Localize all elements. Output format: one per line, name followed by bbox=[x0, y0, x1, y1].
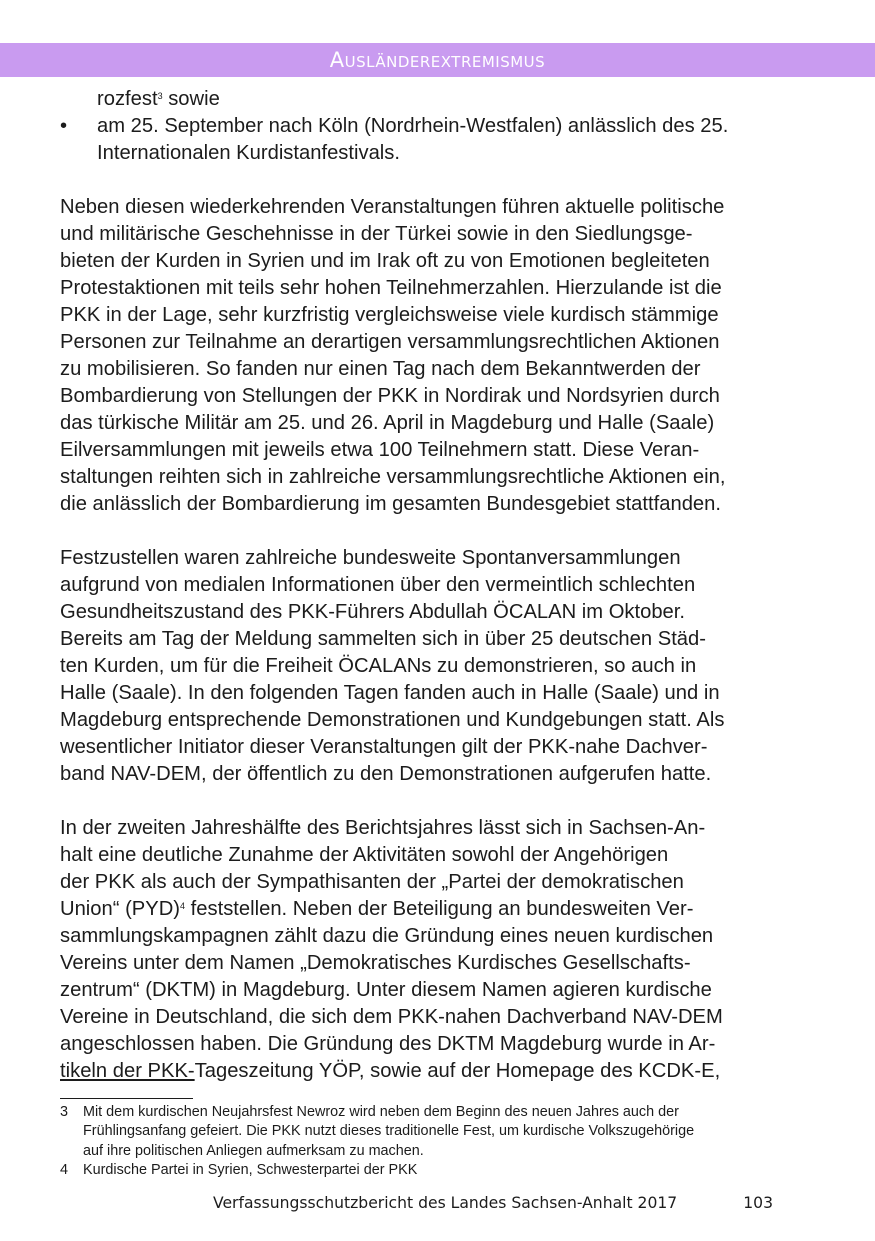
footnote-ref-3[interactable]: 3 bbox=[157, 91, 163, 101]
paragraph-3: In der zweiten Jahreshälfte des Berichtsjahres lässt sich in Sachsen-An- halt eine deutliche Zunahme der Aktivitäten sowohl der Angehörigen der PKK als auch der Sympathisanten der „Partei der demokratischen Union“ (PYD)$^4$ feststellen. Neben der Beteiligung an bundesweiten Ver- sammlungskampagnen zählt dazu die Gründung eines neuen kurdischen Vereins unter dem Namen „Demokratisches Kurdisches Gesellschafts- zentrum“ (DKTM) in Magdeburg. Unter diesem Namen agieren kurdische Vereine in Deutschland, die sich dem PKK-nahen Dachverband NAV-DEM angeschlossen haben. Die Gründung des DKTM Magdeburg wurde in Ar- tikeln der PKK-Tageszeitung YÖP, sowie auf der Homepage des KCDK-E, bbox=[60, 817, 723, 1082]
footer-title: Verfassungsschutzbericht des Landes Sachsen-Anhalt 2017 bbox=[213, 1194, 678, 1212]
body-text bbox=[60, 86, 820, 1085]
page-footer bbox=[213, 1194, 773, 1212]
page-number: 103 bbox=[743, 1194, 773, 1212]
bullet-icon: • bbox=[60, 115, 68, 137]
paragraph-1: Neben diesen wiederkehrenden Veranstaltungen führen aktuelle politische und militärische Geschehnisse in der Türkei sowie in den Siedlungsge- bieten der Kurden in Syrien und im Irak oft zu von Emotionen begleiteten Protestaktionen mit teils sehr hohen Teilnehmerzahlen. Hierzulande ist die PKK in der Lage, sehr kurzfristig vergleichsweise viele kurdisch stämmige Personen zur Teilnahme an derartigen versammlungsrechtlichen Aktionen zu mobilisieren. So fanden nur einen Tag nach dem Bekanntwerden der Bombardierung von Stellungen der PKK in Nordirak und Nordsyrien durch das türkische Militär am 25. und 26. April in Magdeburg und Halle (Saale) Eilversammlungen mit jeweils etwa 100 Teilnehmern statt. Diese Veran- staltungen reihten sich in zahlreiche versammlungsrechtliche Aktionen ein, die anlässlich der Bombardierung im gesamten Bundesgebiet stattfanden. bbox=[60, 196, 726, 515]
section-title: Ausländerextremismus bbox=[329, 48, 546, 72]
section-header-band bbox=[0, 43, 875, 77]
underlined-text: tikeln der PKK- bbox=[60, 1060, 195, 1082]
footnotes bbox=[60, 1103, 820, 1180]
footnote-4: 4 Kurdische Partei in Syrien, Schwesterpartei der PKK bbox=[60, 1161, 418, 1178]
footnote-3: 3 Mit dem kurdischen Neujahrsfest Newroz wird neben dem Beginn des neuen Jahres auch der Frühlingsanfang gefeiert. Die PKK nutzt dieses traditionelle Fest, um kurdische Volkszugehörige auf ihre politischen Anliegen aufmerksam zu machen. bbox=[60, 1104, 695, 1159]
bullet-continuation: rozfest$^3$ sowie bbox=[97, 88, 220, 110]
footnote-ref-4[interactable]: 4 bbox=[180, 901, 186, 911]
footnote-divider bbox=[60, 1098, 193, 1099]
paragraph-2: Festzustellen waren zahlreiche bundesweite Spontanversammlungen aufgrund von medialen Informationen über den vermeintlich schlechten Gesundheitszustand des PKK-Führers Abdullah ÖCALAN im Oktober. Bereits am Tag der Meldung sammelten sich in über 25 deutschen Städ- ten Kurden, um für die Freiheit ÖCALANs zu demonstrieren, so auch in Halle (Saale). In den folgenden Tagen fanden auch in Halle (Saale) und in Magdeburg entsprechende Demonstrationen und Kundgebungen statt. Als wesentlicher Initiator dieser Veranstaltungen gilt der PKK-nahe Dachver- band NAV-DEM, der öffentlich zu den Demonstrationen aufgerufen hatte. bbox=[60, 547, 725, 785]
list-item: • am 25. September nach Köln (Nordrhein-Westfalen) anlässlich des 25. Internationalen Kurdistanfestivals. bbox=[60, 113, 820, 167]
